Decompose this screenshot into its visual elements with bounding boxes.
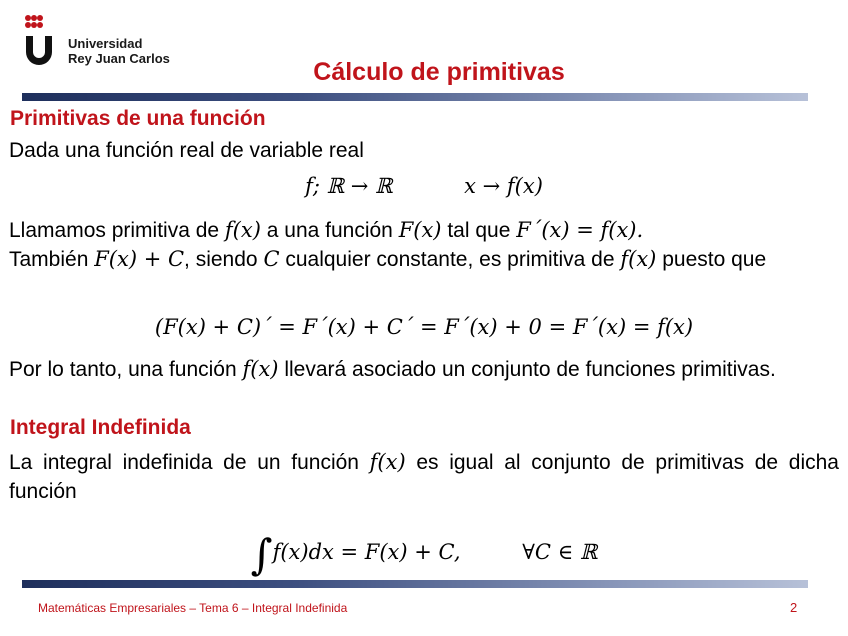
text-span: cualquier constante, es primitiva de [279,248,621,271]
math-span: f(x) [242,357,279,381]
formula-derivative-text: (F(x) + C)´ = F´(x) + C´ = F´(x) + 0 = F´(x) = f(x) [154,315,694,339]
paragraph-integral-definition [9,448,839,506]
footer-divider [22,580,808,588]
math-span: f(x) [620,247,657,271]
header-divider [22,93,808,101]
slide-title: Cálculo de primitivas [313,58,565,86]
formula-integral-condition: ∀C ∈ ℝ [522,540,598,564]
math-span: F´(x) = f(x). [516,218,644,242]
text-span: llevará asociado un conjunto de funciones primitivas. [278,358,776,381]
math-span: F(x) [398,218,442,242]
math-span: f(x) [224,218,261,242]
paragraph-intro: Dada una función real de variable real [9,139,364,162]
page-number: 2 [790,600,798,615]
footer-text: Matemáticas Empresariales – Tema 6 – Integral Indefinida [38,601,348,615]
text-span: También [9,248,95,271]
university-line1: Universidad [68,36,143,51]
formula-mapping: x → f(x) [464,174,543,198]
text-span: a una función [260,219,399,242]
paragraph-conclusion [9,355,839,384]
university-line2: Rey Juan Carlos [68,51,170,66]
text-span: tal que [441,219,517,242]
formula-integral-body: f(x)dx = F(x) + C, [272,540,461,564]
text-span: es igual al conjunto de primitivas de dicha función [9,451,839,503]
section-heading-primitivas: Primitivas de una función [10,107,266,130]
section-heading-integral: Integral Indefinida [10,416,191,439]
text-span: Llamamos primitiva de [9,219,225,242]
math-span: C [263,247,280,271]
formula-derivative [0,315,848,340]
paragraph-primitive-definition [9,216,839,245]
math-span: F(x) + C [94,247,185,271]
paragraph-constant [9,245,839,274]
text-span: puesto que [656,248,767,271]
integral-symbol: ∫ [250,530,273,579]
text-span: Por lo tanto, una función [9,358,243,381]
formula-domain: f; ℝ → ℝ [305,174,393,198]
text-span: , siendo [184,248,264,271]
text-span: La integral indefinida de un función [9,451,370,474]
formula-integral [0,530,848,579]
formula-function-definition [0,174,848,199]
math-span: f(x) [369,450,406,474]
